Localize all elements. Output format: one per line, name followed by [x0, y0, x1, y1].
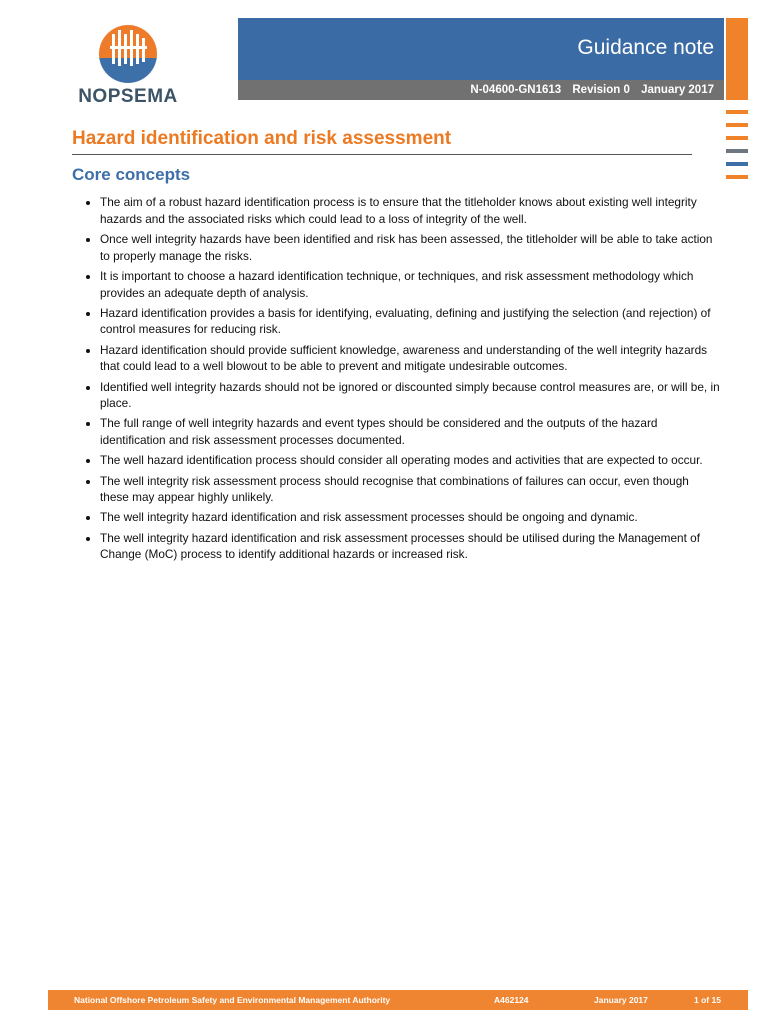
list-item: • The well integrity hazard identification and risk assessment processes should be utilised during the Management of Change (MoC) process to identify additional hazards or increased risk.: [100, 530, 720, 563]
document-number: N-04600-GN1613: [470, 84, 562, 96]
document-date: January 2017: [641, 84, 714, 96]
list-item: • The well integrity risk assessment process should recognise that combinations of failures can occur, even though these may appear highly unlikely.: [100, 473, 720, 506]
list-item: • It is important to choose a hazard identification technique, or techniques, and risk assessment methodology which provides an adequate depth of analysis.: [100, 268, 720, 301]
footer-page-number: 1 of 15: [694, 995, 721, 1005]
nopsema-logo: [72, 24, 184, 108]
footer-date: January 2017: [594, 995, 648, 1005]
section-heading: Core concepts: [72, 165, 191, 184]
list-item: • The well integrity hazard identification and risk assessment processes should be ongoing and dynamic.: [100, 509, 720, 526]
page-title: Hazard identification and risk assessment: [72, 128, 692, 155]
page-footer: [48, 990, 748, 1010]
document-type-banner: [238, 18, 724, 80]
list-item: • Once well integrity hazards have been identified and risk has been assessed, the titleholder will be able to take action to properly manage the risks.: [100, 231, 720, 264]
footer-code: A462124: [494, 995, 529, 1005]
list-item: • The well hazard identification process should consider all operating modes and activities that are expected to occur.: [100, 452, 720, 469]
list-item: • Identified well integrity hazards should not be ignored or discounted simply because control measures are, or will be, in place.: [100, 379, 720, 412]
document-reference-bar: [238, 80, 724, 100]
footer-organisation: National Offshore Petroleum Safety and Environmental Management Authority: [74, 995, 391, 1005]
core-concepts-list: [78, 194, 720, 567]
decorative-side-dashes: [726, 110, 748, 188]
document-revision: Revision 0: [572, 84, 630, 96]
logo-wordmark: NOPSEMA: [78, 86, 178, 107]
document-type-title: Guidance note: [577, 36, 714, 59]
list-item: • Hazard identification should provide sufficient knowledge, awareness and understanding of the well integrity hazards that could lead to a well blowout to be able to prevent and mitigate undesirable outcomes.: [100, 342, 720, 375]
list-item: • The aim of a robust hazard identification process is to ensure that the titleholder knows about existing well integrity hazards and the associated risks which could lead to a loss of integrity of the well.: [100, 194, 720, 227]
list-item: • Hazard identification provides a basis for identifying, evaluating, defining and justifying the selection (and rejection) of control measures for reducing risk.: [100, 305, 720, 338]
orange-side-stripe: [726, 18, 748, 100]
list-item: • The full range of well integrity hazards and event types should be considered and the outputs of the hazard identification and risk assessment processes documented.: [100, 415, 720, 448]
nopsema-logo-icon: [98, 24, 158, 84]
